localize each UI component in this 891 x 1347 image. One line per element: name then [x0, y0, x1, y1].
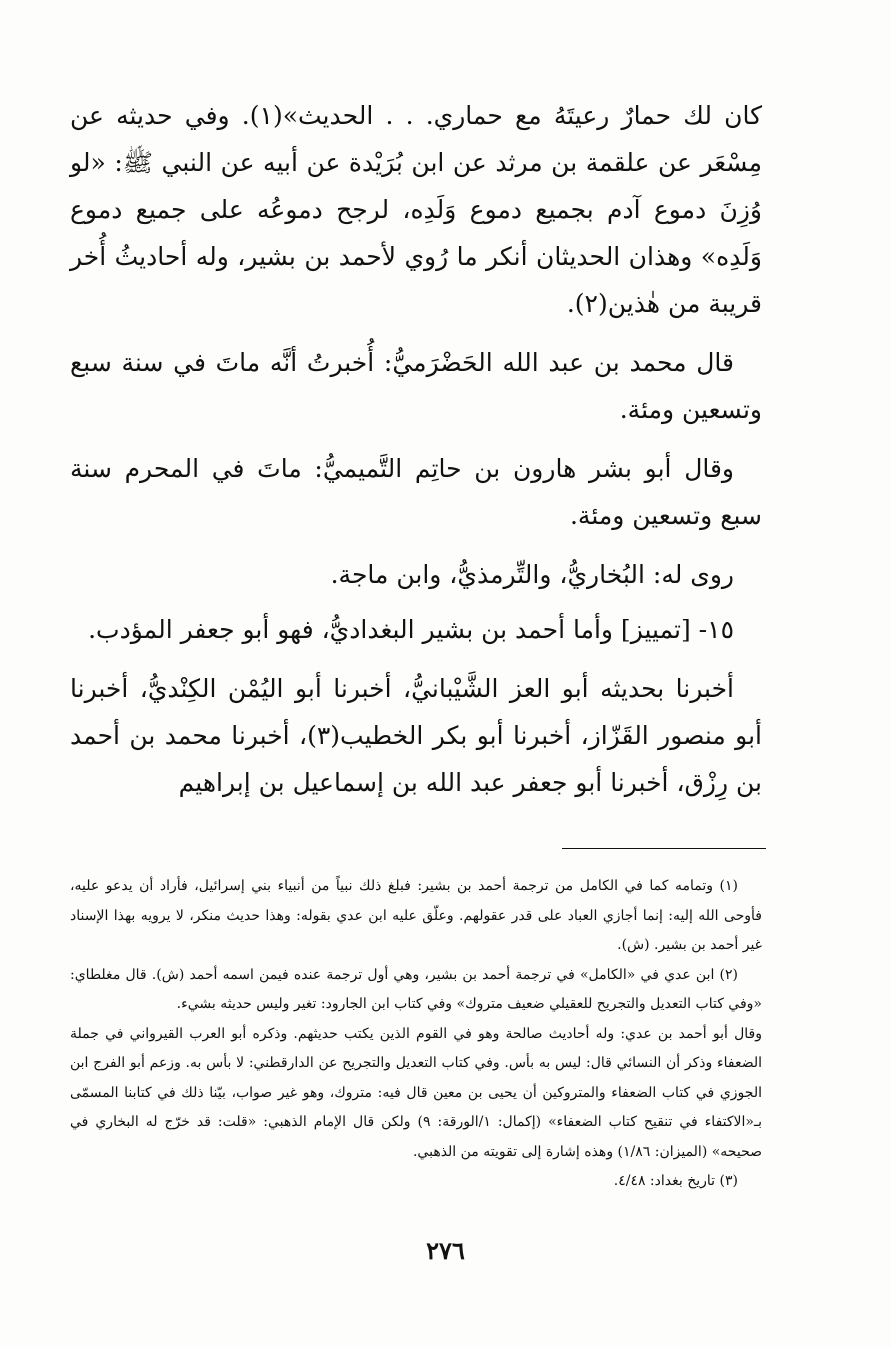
footnote-3: (٣) تاريخ بغداد: ٤/٤٨. [613, 1173, 738, 1189]
footnote-1: (١) وتمامه كما في الكامل من ترجمة أحمد بن بشير: فبلغ ذلك نبياً من أنبياء بني إسرائيل، فأراد أن يدعو عليه، فأوحى الله إليه: إنما أجازي العباد على قدر عقولهم. وعلّق عليه ابن عدي بقوله: وهذا حديث منكر، لا يرويه بهذا الإسناد غير أحمد بن بشير. (ش). [70, 878, 762, 953]
paragraph-hadrami-death-report: قال محمد بن عبد الله الحَضْرَميُّ: أُخبرتُ أنَّه ماتَ في سنة سبع وتسعين ومئة. [70, 348, 762, 424]
paragraph-isnad-chain: أخبرنا بحديثه أبو العز الشَّيْبانيُّ، أخبرنا أبو اليُمْن الكِنْديُّ، أخبرنا أبو منصور القَزّاز، أخبرنا أبو بكر الخطيب(٣)، أخبرنا محمد بن أحمد بن رِزْق، أخبرنا أبو جعفر عبد الله بن إسماعيل بن إبراهيم [70, 674, 762, 797]
main-text-block [70, 92, 762, 818]
paragraph-narrated-by: روى له: البُخاريُّ، والتِّرمذيُّ، وابن ماجة. [330, 560, 734, 589]
footnote-2: (٢) ابن عدي في «الكامل» في ترجمة أحمد بن بشير، وهي أول ترجمة عنده فيمن اسمه أحمد (ش). قال مغلطاي: «وفي كتاب التعديل والتجريح للعقيلي ضعيف متروك» وفي كتاب ابن الجارود: تغير وليس حديثه بشيء. [70, 966, 762, 1012]
paragraph-hadith-narrations: كان لك حمارٌ رعيتَهُ مع حماري. . . الحديث»(١). وفي حديثه عن مِسْعَر عن علقمة بن مرثد عن ابن بُرَيْدة عن أبيه عن النبي ﷺ: «لو وُزِنَ دموع آدم بجميع دموع وَلَدِه، لرجح دموعُه على جميع دموع وَلَدِه» وهذان الحديثان أنكر ما رُوي لأحمد بن بشير، وله أحاديثُ أُخر قريبة من هٰذين(٢). [70, 101, 762, 318]
footnote-2-continuation: وقال أبو أحمد بن عدي: وله أحاديث صالحة وهو في القوم الذين يكتب حديثهم. وذكره أبو العرب القيرواني في جملة الضعفاء وذكر أن النسائي قال: ليس به بأس. وفي كتاب التعديل والتجريح عن الدارقطني: لا بأس به. وزعم أبو الفرج ابن الجوزي في كتاب الضعفاء والمتروكين أن يحيى بن معين قال فيه: متروك، وهو غير صواب، بيّنا ذلك في كتابنا المسمّى بـ«الاكتفاء في تنقيح كتاب الضعفاء» (إكمال: ١/الورقة: ٩) ولكن قال الإمام الذهبي: «قلت: قد خرّج له البخاري في صحيحه» (الميزان: ١/٨٦) وهذه إشارة إلى تقويته من الذهبي. [70, 1025, 762, 1160]
footnotes-block [70, 872, 762, 1197]
paragraph-entry-15-heading: ١٥- [تمييز] وأما أحمد بن بشير البغداديُّ، فهو أبو جعفر المؤدب. [88, 615, 734, 644]
paragraph-tamimi-death-report: وقال أبو بشر هارون بن حاتِم التَّميميُّ: ماتَ في المحرم سنة سبع وتسعين ومئة. [70, 454, 762, 530]
page-number: ٢٧٦ [426, 1236, 465, 1265]
footnote-separator [562, 848, 766, 849]
